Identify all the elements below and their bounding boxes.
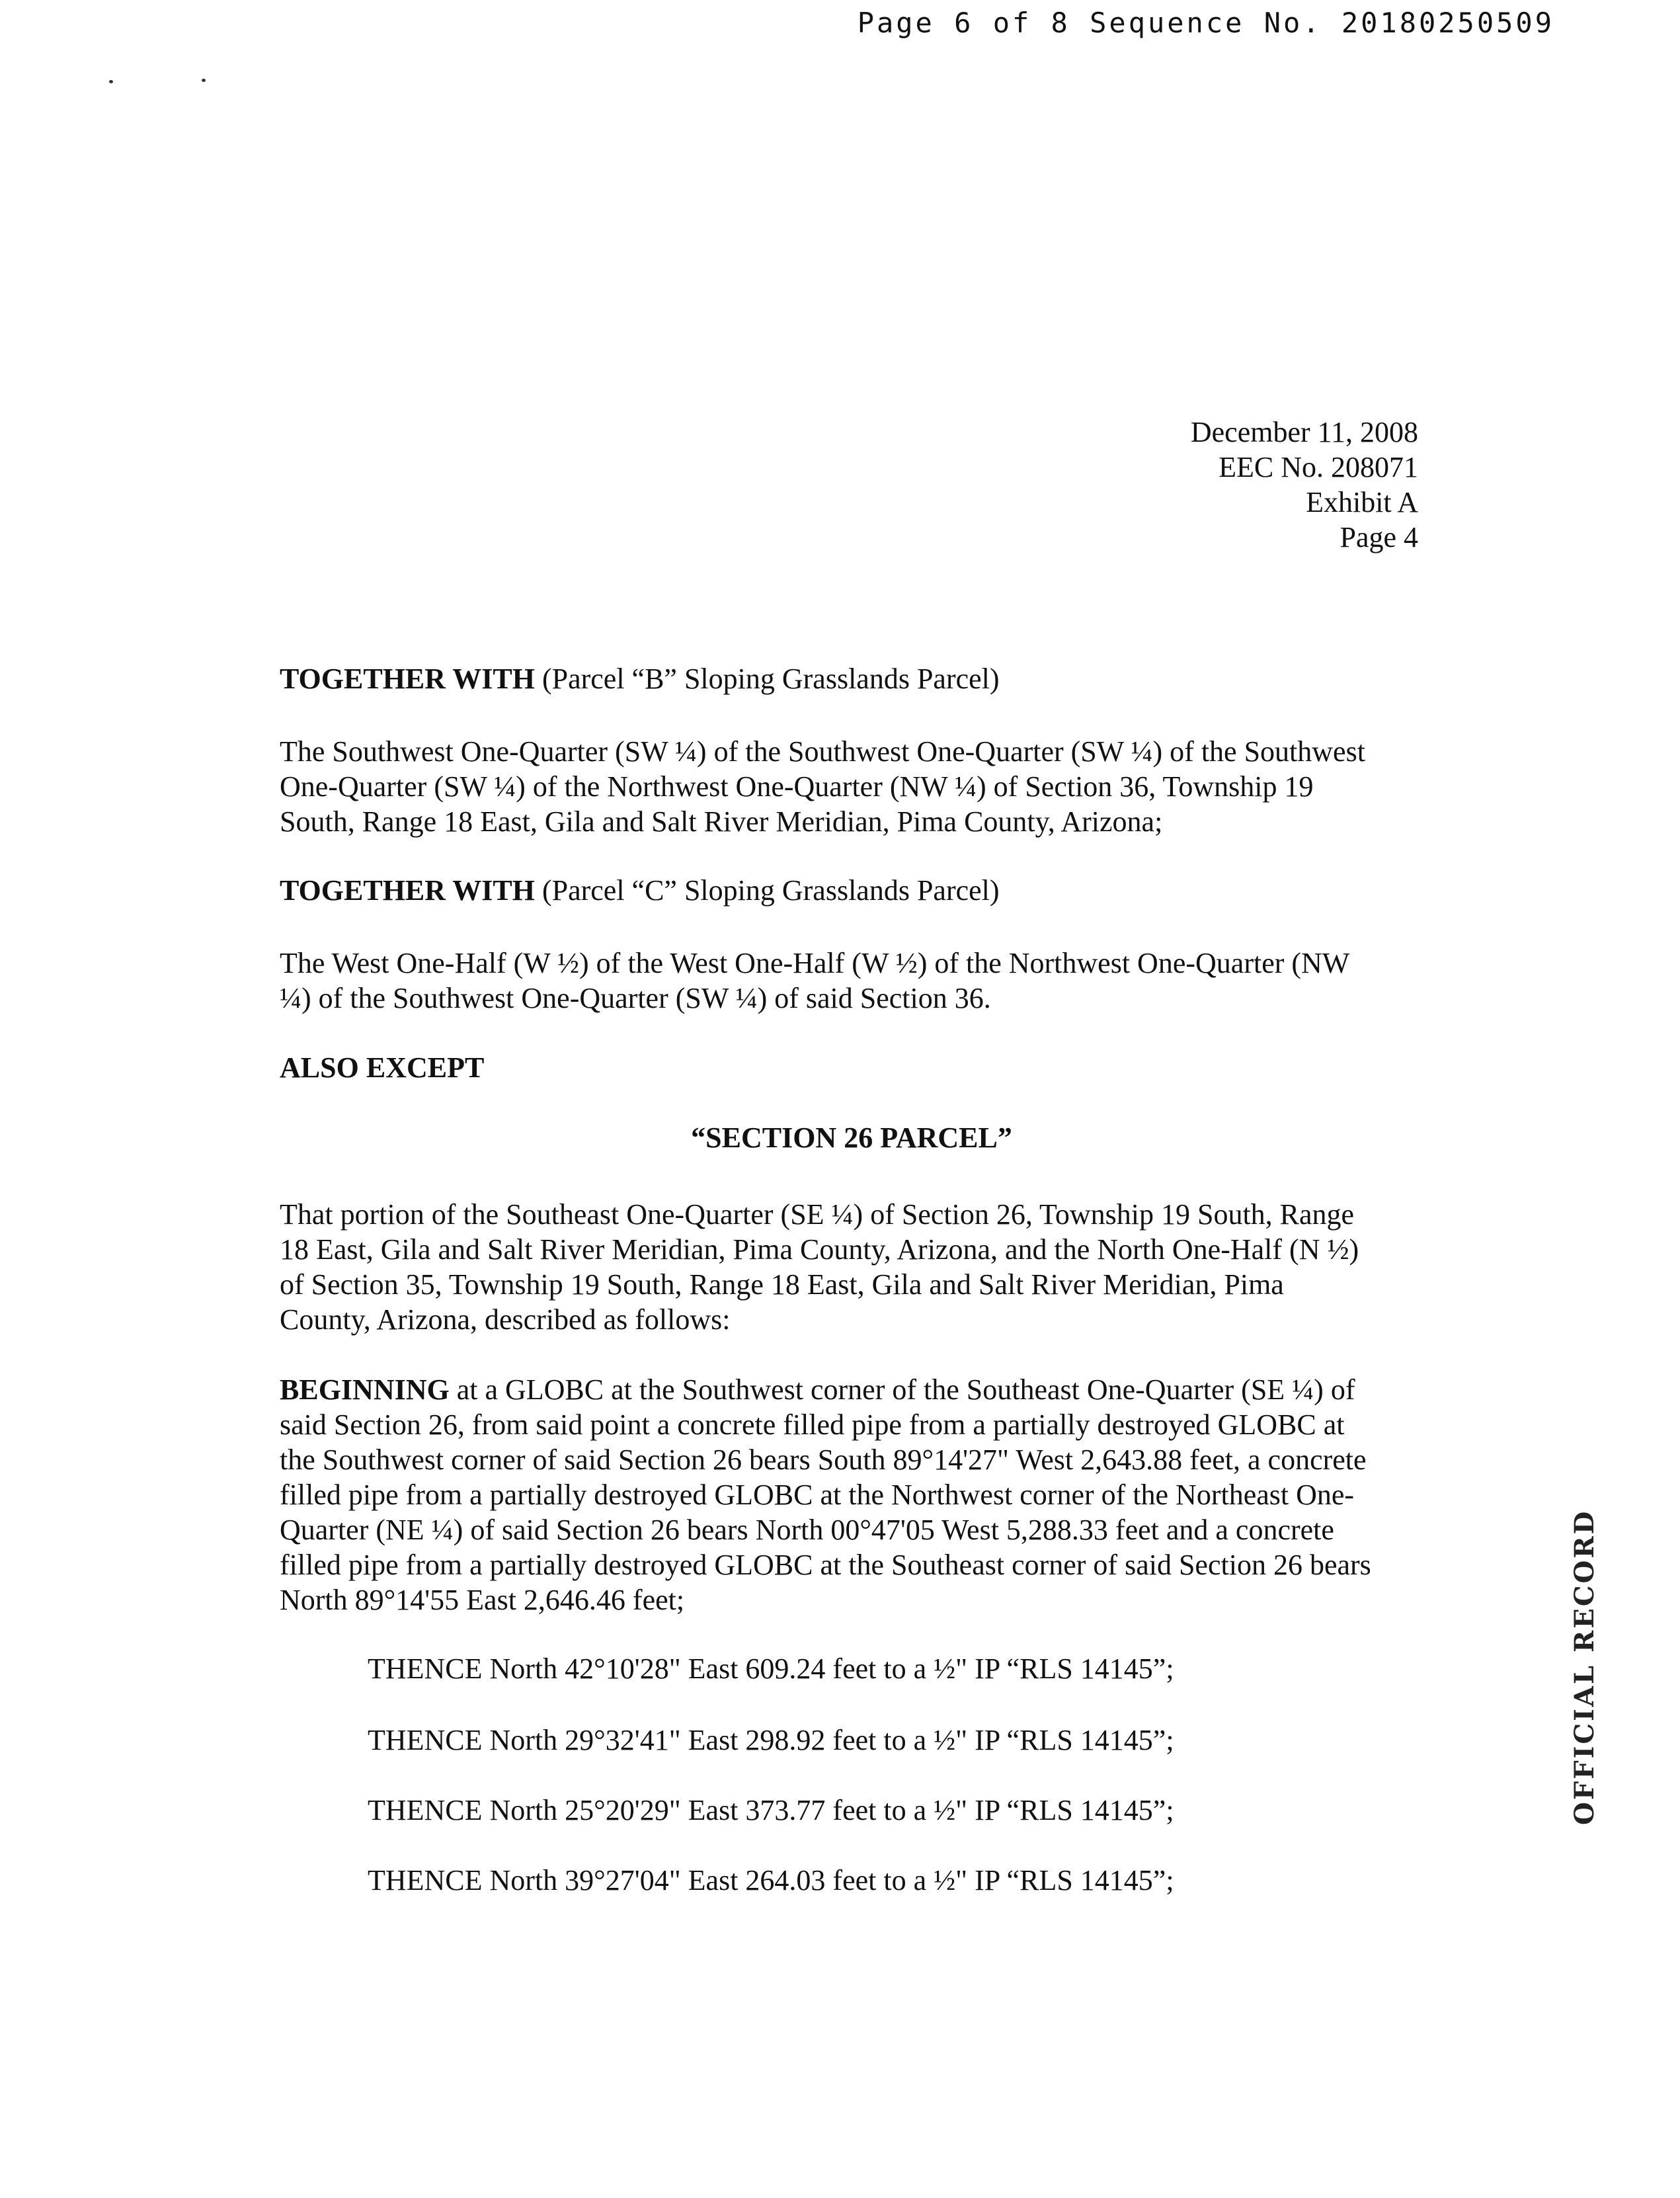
parcel-c-line: ¼) of the Southwest One-Quarter (SW ¼) of said Section 36. — [280, 982, 991, 1014]
official-record-stamp — [1533, 1509, 1600, 1832]
beginning-line: filled pipe from a partially destroyed GLOBC at the Southeast corner of said Section 26 bears — [280, 1549, 1371, 1581]
parcel-c-description — [280, 946, 1423, 1016]
parcel-b-line: South, Range 18 East, Gila and Salt River Meridian, Pima County, Arizona; — [280, 805, 1163, 838]
parcel-c-heading-rest: (Parcel “C” Sloping Grasslands Parcel) — [534, 874, 1000, 907]
thence-call: THENCE North 39°27'04" East 264.03 feet to a ½" IP “RLS 14145”; — [368, 1864, 1174, 1896]
parcel-c-line: The West One-Half (W ½) of the West One-Half (W ½) of the Northwest One-Quarter (NW — [280, 947, 1350, 979]
also-except-heading: ALSO EXCEPT — [280, 1051, 485, 1084]
section-26-line: of Section 35, Township 19 South, Range 18 East, Gila and Salt River Meridian, Pima — [280, 1268, 1284, 1301]
sequence-header: Page 6 of 8 Sequence No. 20180250509 — [857, 7, 1554, 39]
thence-call: THENCE North 42°10'28" East 609.24 feet to a ½" IP “RLS 14145”; — [368, 1652, 1174, 1685]
official-record-stamp-text: OFFICIAL RECORD — [1569, 1509, 1600, 1825]
parcel-b-heading — [280, 661, 1423, 696]
parcel-c-heading — [280, 873, 1423, 908]
section-26-line: County, Arizona, described as follows: — [280, 1303, 731, 1336]
document-meta-block — [1191, 415, 1418, 555]
section-26-line: 18 East, Gila and Salt River Meridian, Pima County, Arizona, and the North One-Half (N ½) — [280, 1233, 1359, 1266]
thence-call: THENCE North 29°32'41" East 298.92 feet to a ½" IP “RLS 14145”; — [368, 1724, 1174, 1756]
parcel-b-heading-bold: TOGETHER WITH — [280, 663, 535, 695]
section-26-description — [280, 1197, 1423, 1337]
beginning-bold: BEGINNING — [280, 1373, 450, 1406]
section-26-title: “SECTION 26 PARCEL” — [691, 1121, 1012, 1154]
eec-number: EEC No. 208071 — [1219, 451, 1418, 483]
beginning-line: filled pipe from a partially destroyed GLOBC at the Northwest corner of the Northeast One- — [280, 1479, 1355, 1511]
exhibit-label: Exhibit A — [1306, 486, 1418, 518]
beginning-line: Quarter (NE ¼) of said Section 26 bears North 00°47'05 West 5,288.33 feet and a concrete — [280, 1514, 1334, 1546]
beginning-paragraph — [280, 1372, 1423, 1617]
beginning-line: North 89°14'55 East 2,646.46 feet; — [280, 1584, 685, 1616]
document-date: December 11, 2008 — [1190, 416, 1418, 448]
parcel-c-heading-bold: TOGETHER WITH — [280, 874, 535, 907]
parcel-b-description — [280, 734, 1423, 839]
thence-call: THENCE North 25°20'29" East 373.77 feet to a ½" IP “RLS 14145”; — [368, 1794, 1174, 1826]
beginning-line: the Southwest corner of said Section 26 bears South 89°14'27" West 2,643.88 feet, a concrete — [280, 1444, 1367, 1476]
section-26-line: That portion of the Southeast One-Quarter (SE ¼) of Section 26, Township 19 South, Range — [280, 1198, 1355, 1231]
exhibit-page-number: Page 4 — [1340, 521, 1418, 553]
scan-speck — [202, 79, 206, 82]
parcel-b-heading-rest: (Parcel “B” Sloping Grasslands Parcel) — [534, 663, 1000, 695]
beginning-line: said Section 26, from said point a concrete filled pipe from a partially destroyed GLOBC at — [280, 1408, 1345, 1441]
scan-speck — [109, 80, 113, 83]
beginning-first-line: at a GLOBC at the Southwest corner of the Southeast One-Quarter (SE ¼) of — [449, 1373, 1355, 1406]
parcel-b-line: One-Quarter (SW ¼) of the Northwest One-Quarter (NW ¼) of Section 36, Township 19 — [280, 770, 1314, 803]
parcel-b-line: The Southwest One-Quarter (SW ¼) of the Southwest One-Quarter (SW ¼) of the Southwest — [280, 735, 1365, 768]
